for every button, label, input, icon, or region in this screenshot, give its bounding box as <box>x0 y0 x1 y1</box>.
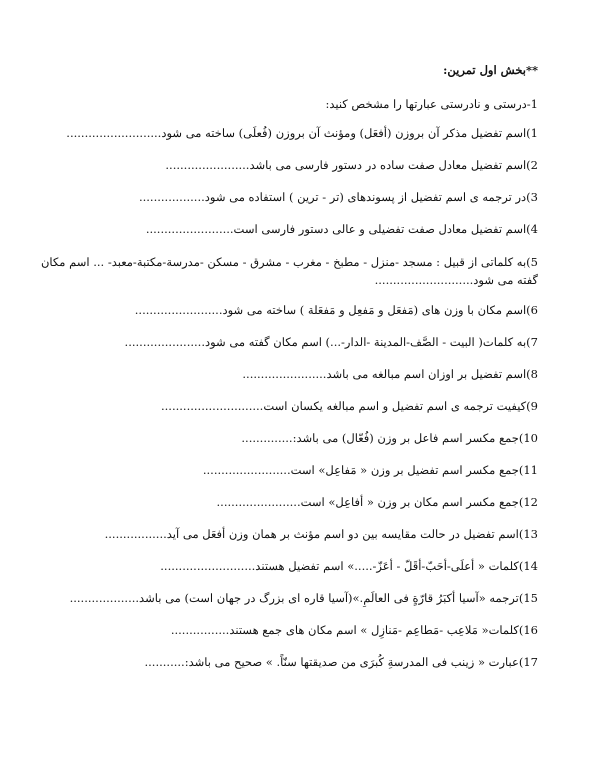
question-item-10 <box>40 430 538 446</box>
question-number: 15) <box>518 591 538 605</box>
question-text: اسم تفضیل معادل صفت تفضیلی و عالی دستور فارسی است........................ <box>145 222 527 236</box>
question-number: 8) <box>526 367 538 381</box>
question-number: 16) <box>518 623 538 637</box>
question-number: 4) <box>526 222 538 236</box>
question-text: کلمات« مَلاعِب -مَطاعِم -مَنازِل » اسم مکان های جمع هستند................ <box>170 623 519 637</box>
instruction: 1-درستی و نادرستی عبارتها را مشخص کنید: <box>325 97 538 111</box>
question-text: اسم تفضیل مذکر آن بروزن (أفعَل) ومؤنث آن بروزن (فُعلَی) ساخته می شود.......................... <box>66 126 527 140</box>
question-number: 2) <box>526 158 538 172</box>
question-number: 5) <box>526 255 538 269</box>
question-number: 3) <box>526 190 538 204</box>
question-number: 12) <box>518 495 538 509</box>
worksheet-content <box>40 62 538 686</box>
question-item-17 <box>40 654 538 670</box>
question-item-9 <box>40 398 538 414</box>
question-item-16 <box>40 622 538 638</box>
question-item-4 <box>40 221 538 237</box>
question-text: جمع مکسر اسم مکان بر وزن « أفاعِل» است....................... <box>216 495 519 509</box>
question-number: 6) <box>526 303 538 317</box>
question-text: کلمات « أعلَی-أحَبّ-أقَلّ - أعَزّ-.....» اسم تفضیل هستند.......................... <box>160 559 519 573</box>
question-text: جمع مکسر اسم فاعل بر وزن (فُعّال) می باشد:.............. <box>241 431 519 445</box>
question-number: 10) <box>518 431 538 445</box>
question-number: 14) <box>518 559 538 573</box>
question-number: 9) <box>526 399 538 413</box>
question-number: 11) <box>518 463 538 477</box>
question-text: اسم مکان با وزن های (مَفعَل و مَفعِل و مَفعَلة ) ساخته می شود........................ <box>134 303 527 317</box>
question-number: 17) <box>518 655 538 669</box>
question-text: به کلماتی از قبیل : مسجد -منزل - مطبخ - مغرب - مشرق - مسکن -مدرسة-مکتبة-معبد- ... اسم مکان گفته می شود........................... <box>40 255 538 287</box>
question-item-12 <box>40 494 538 510</box>
question-item-1 <box>40 125 538 141</box>
question-number: 7) <box>526 335 538 349</box>
question-text: ترجمه «آسیا أکبَرُ قارّةٍ فی العالَمِ.»(آسیا قاره ای بزرگ در جهان است) می باشد................... <box>69 591 519 605</box>
question-text: اسم تفضیل معادل صفت ساده در دستور فارسی می باشد....................... <box>165 158 527 172</box>
question-text: کیفیت ترجمه ی اسم تفضیل و اسم مبالغه یکسان است............................ <box>160 399 527 413</box>
question-item-6 <box>40 302 538 318</box>
question-text: اسم تفضیل در حالت مقایسه بین دو اسم مؤنث بر همان وزن أفعَل می آید................. <box>104 527 519 541</box>
question-item-7 <box>40 334 538 350</box>
question-item-13 <box>40 526 538 542</box>
question-list <box>40 125 538 670</box>
question-item-14 <box>40 558 538 574</box>
section-title: **بخش اول تمرین: <box>443 63 538 77</box>
question-text: به کلمات( البیت - الصَّف-المدینة -الدار-...) اسم مکان گفته می شود...................... <box>124 335 527 349</box>
question-item-3 <box>40 189 538 205</box>
question-text: جمع مکسر اسم تفضیل بر وزن « مَفاعِل» است........................ <box>202 463 519 477</box>
question-item-15 <box>40 590 538 606</box>
question-text: در ترجمه ی اسم تفضیل از پسوندهای (تر - ترین ) استفاده می شود.................. <box>138 190 527 204</box>
question-item-2 <box>40 157 538 173</box>
question-number: 1) <box>526 126 538 140</box>
question-item-8 <box>40 366 538 382</box>
question-item-11 <box>40 462 538 478</box>
question-text: عبارت « زینب فی المدرسةِ کُبرَی من صدیقتها سنّاً. » صحیح می باشد:........... <box>144 655 519 669</box>
question-text: اسم تفضیل بر اوزان اسم مبالغه می باشد....................... <box>242 367 527 381</box>
question-item-5 <box>40 253 538 289</box>
question-number: 13) <box>518 527 538 541</box>
